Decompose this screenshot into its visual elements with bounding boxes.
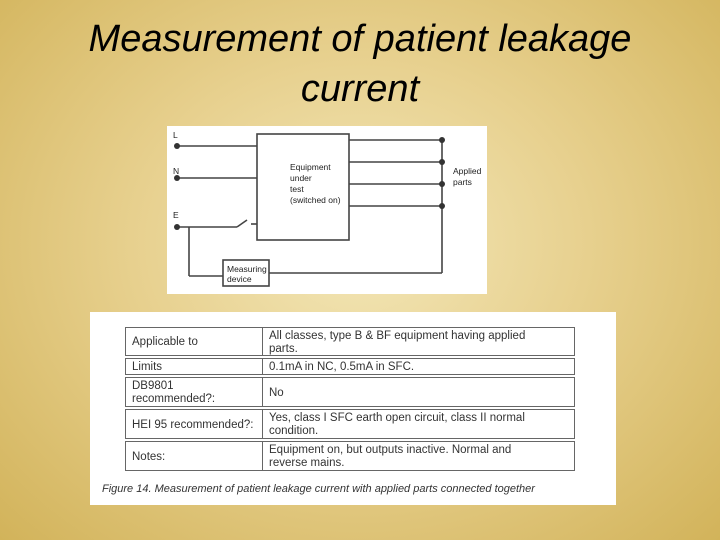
node-4 <box>439 203 445 209</box>
applied-parts-label-1: Applied <box>453 166 482 176</box>
table-row <box>125 377 575 407</box>
row-value-line-1: All classes, type B & BF equipment having applied <box>269 330 526 342</box>
label-n: N <box>173 166 180 176</box>
row-value-line-2: reverse mains. <box>269 457 345 469</box>
leakage-table-panel <box>90 312 616 505</box>
label-l: L <box>173 130 178 140</box>
row-key: Limits <box>132 361 163 373</box>
row-value-line-2: parts. <box>269 343 298 355</box>
table-row <box>125 409 575 439</box>
circuit-diagram-svg <box>167 126 487 294</box>
circuit-diagram <box>167 126 487 294</box>
figure-caption: Figure 14. Measurement of patient leakage current with applied parts connected together <box>102 483 535 495</box>
row-value-line-1: Equipment on, but outputs inactive. Normal and <box>269 444 512 456</box>
row-value-line-1: 0.1mA in NC, 0.5mA in SFC. <box>269 361 415 373</box>
row-key-line-1: DB9801 <box>132 380 174 392</box>
table-row <box>125 441 575 471</box>
node-2 <box>439 159 445 165</box>
equipment-label-3: test <box>290 184 304 194</box>
equipment-label-2: under <box>290 173 312 183</box>
slide-title-line-1: Measurement of patient leakage <box>88 18 632 60</box>
row-key-line-2: recommended?: <box>132 393 216 405</box>
label-e: E <box>173 210 179 220</box>
table-row <box>125 327 575 356</box>
node-3 <box>439 181 445 187</box>
slide-title <box>0 14 720 114</box>
row-key: HEI 95 recommended?: <box>132 419 254 431</box>
applied-parts-label-2: parts <box>453 177 472 187</box>
row-key: Notes: <box>132 451 166 463</box>
terminal-e <box>174 224 180 230</box>
row-value-line-1: No <box>269 387 284 399</box>
measuring-device-label-2: device <box>227 274 252 284</box>
equipment-label-4: (switched on) <box>290 195 341 205</box>
measuring-device-label-1: Measuring <box>227 264 267 274</box>
node-1 <box>439 137 445 143</box>
row-key: Applicable to <box>132 336 198 348</box>
terminal-l <box>174 143 180 149</box>
table-row <box>125 358 575 375</box>
equipment-label-1: Equipment <box>290 162 331 172</box>
row-value-line-2: condition. <box>269 425 319 437</box>
slide-title-line-2: current <box>300 68 420 110</box>
row-value-line-1: Yes, class I SFC earth open circuit, class II normal <box>269 412 525 424</box>
earth-switch <box>237 220 247 227</box>
